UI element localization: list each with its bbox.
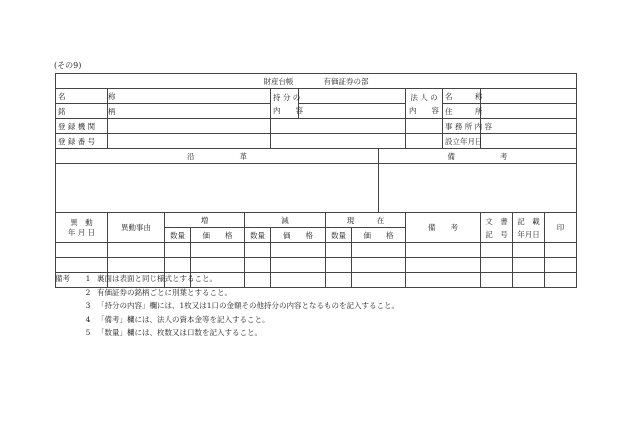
cell-reason[interactable] — [108, 258, 165, 273]
cell-cur-price[interactable] — [352, 258, 406, 273]
cell-entry-date[interactable] — [513, 273, 545, 288]
col-inc-price: 価 格 — [191, 228, 245, 243]
col-seal: 印 — [545, 213, 577, 243]
cell-doc-no[interactable] — [481, 243, 513, 258]
col-current: 現 在 — [326, 213, 406, 228]
label-regno: 登 録 番 号 — [56, 134, 108, 149]
cell-remarks[interactable] — [406, 243, 481, 258]
label-issue: 銘 柄 — [56, 104, 108, 119]
label-corp-founded: 設立年月日 — [443, 134, 481, 149]
note-item: 2 有価証券の銘柄ごとに別葉とすること。 — [85, 287, 232, 297]
col-remarks: 備 考 — [406, 213, 481, 243]
col-entry-date: 記 載 年月日 — [513, 213, 545, 243]
field-name[interactable] — [108, 89, 271, 104]
section-remarks: 備 考 — [379, 149, 577, 164]
field-remarks[interactable] — [379, 164, 577, 213]
cell-entry-date[interactable] — [513, 258, 545, 273]
label-holding: 持 分 の 内 容 — [271, 89, 299, 119]
col-increase: 増 — [165, 213, 245, 228]
field-corp-founded[interactable] — [481, 134, 577, 149]
page-label: (その9) — [54, 61, 82, 70]
cell-date[interactable] — [56, 258, 108, 273]
field-blank[interactable] — [271, 134, 406, 149]
field-holding-2[interactable] — [299, 104, 406, 119]
field-holding-3[interactable] — [271, 119, 406, 134]
label-corp-office: 事 務 所 内 容 — [443, 119, 481, 134]
cell-inc-price[interactable] — [191, 243, 245, 258]
notes — [55, 272, 399, 340]
label-name: 名 称 — [56, 89, 108, 104]
cell-inc-qty[interactable] — [165, 243, 191, 258]
note-item: 4 「備考」欄には、法人の資本金等を記入すること。 — [85, 314, 270, 324]
field-regno[interactable] — [108, 134, 271, 149]
cell-inc-price[interactable] — [191, 258, 245, 273]
field-corp-blank[interactable] — [406, 119, 443, 134]
label-corp-address: 住 所 — [443, 104, 481, 119]
cell-cur-qty[interactable] — [326, 243, 352, 258]
cell-inc-qty[interactable] — [165, 258, 191, 273]
col-change-date: 異 動 年 月 日 — [56, 213, 108, 243]
ledger-title: 財産台帳 有価証券の部 — [56, 74, 577, 89]
cell-doc-no[interactable] — [481, 258, 513, 273]
field-blank-2[interactable] — [406, 134, 443, 149]
note-item: 5 「数量」欄には、枚数又は口数を記入すること。 — [85, 328, 262, 337]
cell-cur-price[interactable] — [352, 243, 406, 258]
notes-lead: 備考 — [55, 274, 70, 283]
cell-dec-qty[interactable] — [245, 243, 271, 258]
cell-remarks[interactable] — [406, 273, 481, 288]
label-registry: 登 録 機 関 — [56, 119, 108, 134]
cell-seal[interactable] — [545, 258, 577, 273]
cell-seal[interactable] — [545, 273, 577, 288]
field-issue[interactable] — [108, 104, 271, 119]
field-registry[interactable] — [108, 119, 271, 134]
col-doc-no: 文 書 記 号 — [481, 213, 513, 243]
col-dec-qty: 数量 — [245, 228, 271, 243]
cell-cur-qty[interactable] — [326, 258, 352, 273]
cell-date[interactable] — [56, 243, 108, 258]
col-change-reason: 異動事由 — [108, 213, 165, 243]
field-corp-name[interactable] — [481, 89, 577, 104]
cell-dec-price[interactable] — [271, 243, 326, 258]
field-holding-1[interactable] — [299, 89, 406, 104]
label-corp-name: 名 称 — [443, 89, 481, 104]
col-decrease: 減 — [245, 213, 326, 228]
field-history[interactable] — [56, 164, 379, 213]
note-item: 備考 1 裏面は表面と同じ様式とすること。 — [55, 272, 399, 286]
cell-entry-date[interactable] — [513, 243, 545, 258]
section-history: 沿 革 — [56, 149, 379, 164]
table-row — [56, 258, 577, 273]
property-ledger-form — [55, 73, 577, 288]
cell-remarks[interactable] — [406, 258, 481, 273]
col-dec-price: 価 格 — [271, 228, 326, 243]
table-row — [56, 243, 577, 258]
cell-reason[interactable] — [108, 243, 165, 258]
note-item: 3 「持分の内容」欄には、1枚又は1口の金額その他持分の内容となるものを記入すること。 — [85, 301, 400, 310]
col-cur-price: 価 格 — [352, 228, 406, 243]
field-corp-address[interactable] — [481, 104, 577, 119]
cell-seal[interactable] — [545, 243, 577, 258]
cell-dec-qty[interactable] — [245, 258, 271, 273]
label-corp: 法 人 の 内 容 — [406, 89, 443, 119]
col-inc-qty: 数量 — [165, 228, 191, 243]
cell-doc-no[interactable] — [481, 273, 513, 288]
cell-dec-price[interactable] — [271, 258, 326, 273]
field-corp-office[interactable] — [481, 119, 577, 134]
col-cur-qty: 数量 — [326, 228, 352, 243]
